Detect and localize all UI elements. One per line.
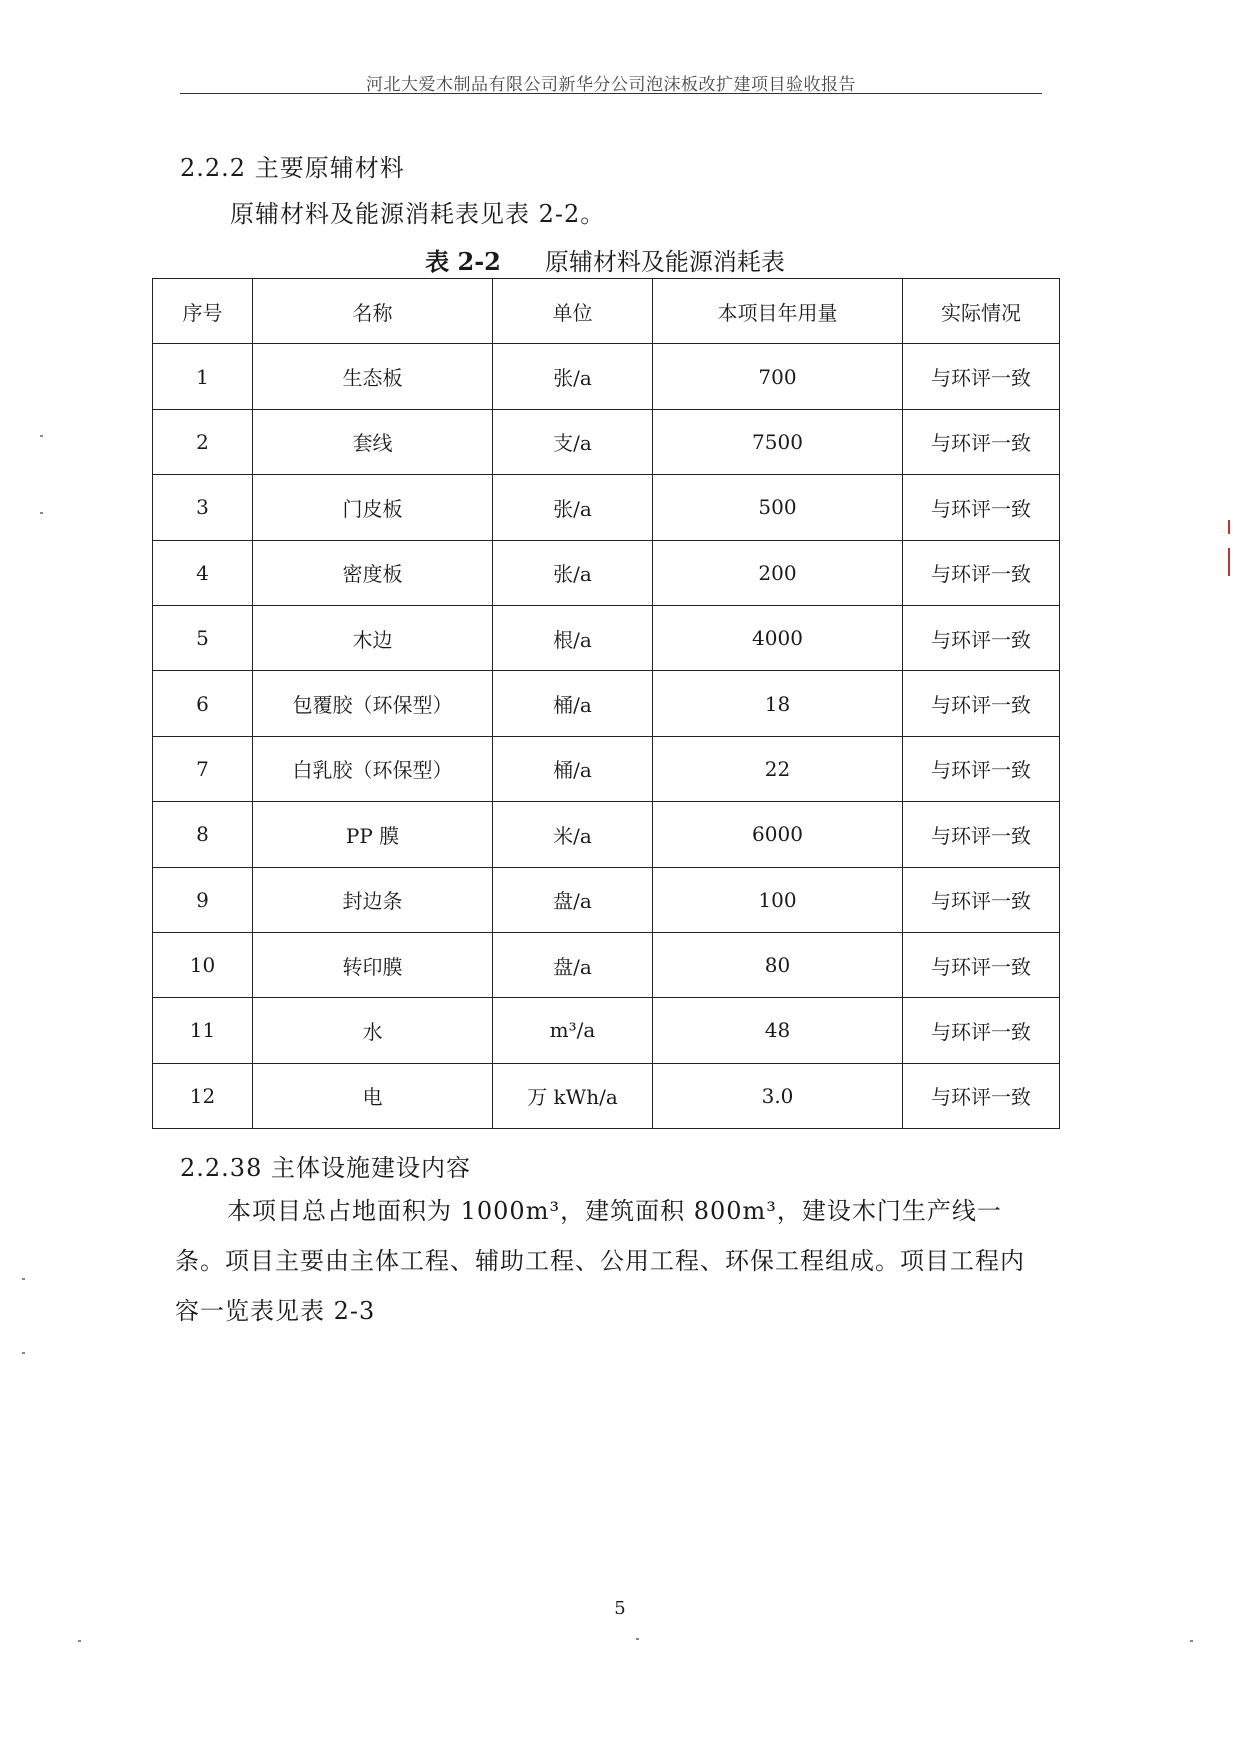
cell-index: 8 — [153, 802, 253, 867]
cell-actual-status: 与环评一致 — [903, 1063, 1060, 1128]
table-row — [153, 475, 1060, 540]
table-row — [153, 344, 1060, 409]
table-row — [153, 998, 1060, 1063]
table-row — [153, 932, 1060, 997]
cell-annual-usage: 4000 — [653, 605, 903, 670]
cell-index: 7 — [153, 736, 253, 801]
header-index: 序号 — [153, 279, 253, 344]
cell-annual-usage: 48 — [653, 998, 903, 1063]
cell-name: 白乳胶（环保型） — [253, 736, 493, 801]
cell-name: 门皮板 — [253, 475, 493, 540]
cell-annual-usage: 3.0 — [653, 1063, 903, 1128]
table-header-row — [153, 279, 1060, 344]
running-header: 河北大爱木制品有限公司新华分公司泡沫板改扩建项目验收报告 — [366, 75, 856, 95]
scan-mark — [1228, 548, 1230, 576]
cell-unit: 张/a — [493, 475, 653, 540]
header-annual-usage: 本项目年用量 — [653, 279, 903, 344]
subsection-heading: 2.2.38 主体设施建设内容 — [180, 1154, 471, 1182]
table-row — [153, 1063, 1060, 1128]
cell-name: 生态板 — [253, 344, 493, 409]
table-row — [153, 605, 1060, 670]
cell-actual-status: 与环评一致 — [903, 409, 1060, 474]
cell-actual-status: 与环评一致 — [903, 671, 1060, 736]
cell-actual-status: 与环评一致 — [903, 540, 1060, 605]
header-name: 名称 — [253, 279, 493, 344]
table-row — [153, 671, 1060, 736]
cell-annual-usage: 6000 — [653, 802, 903, 867]
scan-dot — [40, 512, 43, 514]
cell-name: 包覆胶（环保型） — [253, 671, 493, 736]
cell-name: 转印膜 — [253, 932, 493, 997]
cell-actual-status: 与环评一致 — [903, 867, 1060, 932]
cell-annual-usage: 18 — [653, 671, 903, 736]
cell-unit: 支/a — [493, 409, 653, 474]
cell-annual-usage: 500 — [653, 475, 903, 540]
cell-unit: 张/a — [493, 344, 653, 409]
scan-dot — [1190, 1640, 1193, 1642]
header-rule — [180, 93, 1042, 94]
cell-name: PP 膜 — [253, 802, 493, 867]
cell-unit: 张/a — [493, 540, 653, 605]
cell-annual-usage: 200 — [653, 540, 903, 605]
table-row — [153, 409, 1060, 474]
table-row — [153, 540, 1060, 605]
materials-table — [152, 278, 1060, 1129]
section-intro: 原辅材料及能源消耗表见表 2-2。 — [230, 200, 606, 228]
cell-actual-status: 与环评一致 — [903, 802, 1060, 867]
cell-actual-status: 与环评一致 — [903, 932, 1060, 997]
cell-unit: 桶/a — [493, 671, 653, 736]
scan-dot — [636, 1638, 639, 1640]
cell-actual-status: 与环评一致 — [903, 998, 1060, 1063]
scan-dot — [40, 435, 43, 437]
cell-index: 9 — [153, 867, 253, 932]
cell-index: 10 — [153, 932, 253, 997]
cell-unit: 万 kWh/a — [493, 1063, 653, 1128]
cell-actual-status: 与环评一致 — [903, 736, 1060, 801]
cell-unit: 盘/a — [493, 932, 653, 997]
cell-annual-usage: 80 — [653, 932, 903, 997]
table-row — [153, 736, 1060, 801]
cell-actual-status: 与环评一致 — [903, 475, 1060, 540]
page-number: 5 — [614, 1598, 626, 1619]
cell-index: 4 — [153, 540, 253, 605]
cell-actual-status: 与环评一致 — [903, 605, 1060, 670]
scan-dot — [22, 1352, 25, 1354]
cell-index: 1 — [153, 344, 253, 409]
cell-annual-usage: 100 — [653, 867, 903, 932]
cell-unit: 米/a — [493, 802, 653, 867]
cell-name: 封边条 — [253, 867, 493, 932]
cell-name: 密度板 — [253, 540, 493, 605]
cell-index: 6 — [153, 671, 253, 736]
cell-name: 水 — [253, 998, 493, 1063]
table-caption-number: 表 2-2 — [425, 247, 501, 276]
table-row — [153, 867, 1060, 932]
cell-index: 11 — [153, 998, 253, 1063]
cell-annual-usage: 700 — [653, 344, 903, 409]
cell-unit: m³/a — [493, 998, 653, 1063]
scan-dot — [22, 1278, 25, 1280]
cell-index: 12 — [153, 1063, 253, 1128]
scan-mark — [1228, 520, 1230, 534]
cell-name: 电 — [253, 1063, 493, 1128]
cell-unit: 桶/a — [493, 736, 653, 801]
cell-name: 套线 — [253, 409, 493, 474]
cell-actual-status: 与环评一致 — [903, 344, 1060, 409]
table-caption — [150, 242, 1060, 277]
scan-dot — [78, 1640, 81, 1642]
cell-unit: 盘/a — [493, 867, 653, 932]
table-caption-title: 原辅材料及能源消耗表 — [544, 248, 785, 276]
cell-index: 5 — [153, 605, 253, 670]
subsection-paragraph: 本项目总占地面积为 1000m³，建筑面积 800m³，建设木门生产线一条。项目主要由主体工程、辅助工程、公用工程、环保工程组成。项目工程内容一览表见表 2-3 — [175, 1197, 1025, 1325]
header-unit: 单位 — [493, 279, 653, 344]
table-row — [153, 802, 1060, 867]
cell-index: 2 — [153, 409, 253, 474]
cell-name: 木边 — [253, 605, 493, 670]
header-actual-status: 实际情况 — [903, 279, 1060, 344]
table-body — [153, 344, 1060, 1129]
cell-annual-usage: 22 — [653, 736, 903, 801]
cell-unit: 根/a — [493, 605, 653, 670]
cell-index: 3 — [153, 475, 253, 540]
section-heading: 2.2.2 主要原辅材料 — [180, 154, 405, 182]
cell-annual-usage: 7500 — [653, 409, 903, 474]
